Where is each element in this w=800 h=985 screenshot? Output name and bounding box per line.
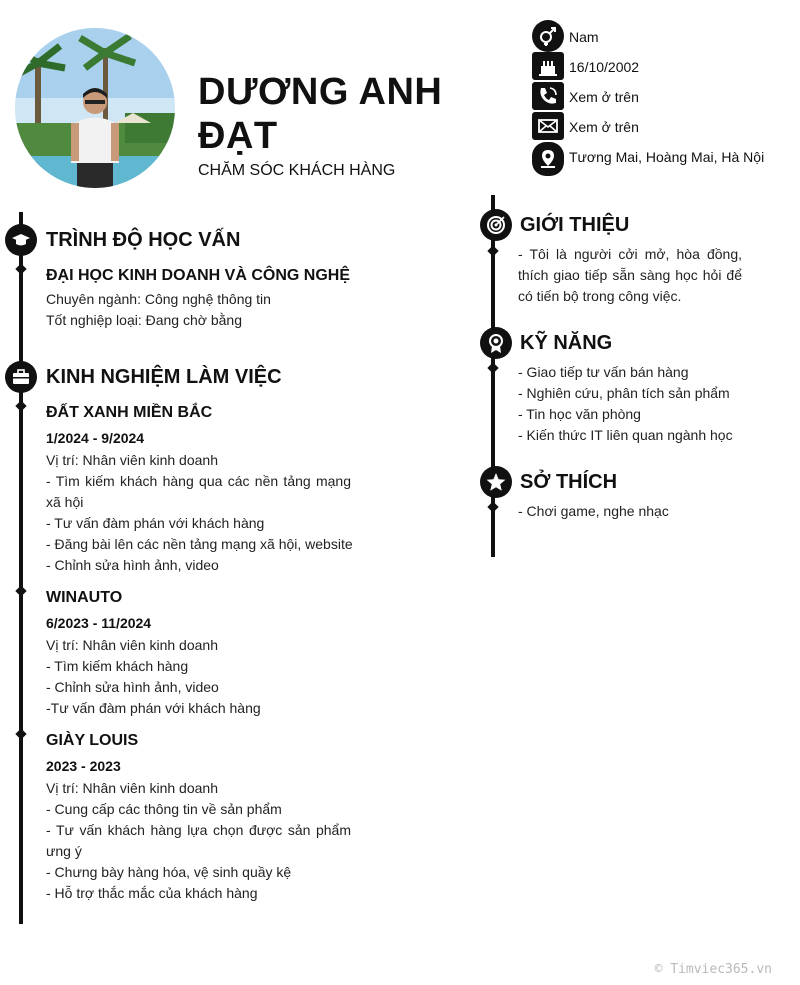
hobbies-text: - Chơi game, nghe nhạc	[518, 503, 669, 519]
job-period: 1/2024 - 9/2024	[46, 430, 145, 446]
email-text: Xem ở trên	[569, 119, 639, 135]
intro-text: - Tôi là người cởi mở, hòa đồng, thích giao tiếp sẵn sàng học hỏi để có tiến bộ trong công việc.	[518, 246, 742, 304]
skill-item: - Nghiên cứu, phân tích sản phẩm	[518, 385, 730, 401]
candidate-name: DƯƠNG ANH ĐẠT	[198, 71, 443, 157]
job-period: 6/2023 - 11/2024	[46, 615, 152, 631]
job-detail: - Tư vấn khách hàng lựa chọn được sản phẩm ưng ý	[46, 822, 351, 859]
briefcase-icon	[5, 361, 37, 393]
company-name: ĐẤT XANH MIỀN BẮC	[46, 404, 213, 421]
major-text: Chuyên ngành: Công nghệ thông tin	[46, 291, 271, 307]
timeline-marker	[487, 245, 498, 256]
timeline-marker	[15, 263, 26, 274]
intro-heading: GIỚI THIỆU	[520, 214, 630, 236]
graduation-text: Tốt nghiệp loại: Đang chờ bằng	[46, 312, 242, 328]
award-icon	[480, 327, 512, 359]
birthday-cake-icon	[532, 52, 564, 80]
target-icon	[480, 209, 512, 241]
envelope-icon	[532, 112, 564, 140]
timeline-marker	[487, 362, 498, 373]
hobbies-heading: SỞ THÍCH	[520, 471, 618, 493]
footer-watermark: © Timviec365.vn	[654, 962, 772, 977]
job-detail: - Hỗ trợ thắc mắc của khách hàng	[46, 885, 258, 901]
job-detail: - Tư vấn đàm phán với khách hàng	[46, 515, 265, 531]
school-name: ĐẠI HỌC KINH DOANH VÀ CÔNG NGHỆ	[46, 267, 351, 284]
job-detail: - Chưng bày hàng hóa, vệ sinh quầy kệ	[46, 864, 292, 880]
gender-icon	[532, 20, 564, 52]
skill-item: - Giao tiếp tư vấn bán hàng	[518, 364, 689, 380]
job-detail: - Cung cấp các thông tin về sản phẩm	[46, 801, 282, 817]
skill-item: - Kiến thức IT liên quan ngành học	[518, 427, 733, 443]
job-detail: Vị trí: Nhân viên kinh doanh	[46, 637, 218, 653]
job-detail: Vị trí: Nhân viên kinh doanh	[46, 780, 218, 796]
left-timeline-line	[19, 212, 23, 924]
education-heading: TRÌNH ĐỘ HỌC VẤN	[46, 229, 241, 251]
company-name: GIÀY LOUIS	[46, 732, 139, 749]
birthday-text: 16/10/2002	[569, 59, 640, 75]
star-icon	[480, 466, 512, 498]
job-detail: - Chỉnh sửa hình ảnh, video	[46, 679, 219, 695]
phone-icon	[532, 82, 564, 110]
graduation-cap-icon	[5, 224, 37, 256]
job-detail: Vị trí: Nhân viên kinh doanh	[46, 452, 218, 468]
timeline-marker	[15, 400, 26, 411]
job-detail: - Tìm kiếm khách hàng	[46, 658, 189, 674]
job-detail: - Tìm kiếm khách hàng qua các nền tảng mạng xã hội	[46, 473, 351, 510]
job-detail: -Tư vấn đàm phán với khách hàng	[46, 700, 261, 716]
address-text: Tương Mai, Hoàng Mai, Hà Nội	[569, 149, 765, 165]
skill-item: - Tin học văn phòng	[518, 406, 641, 422]
gender-text: Nam	[569, 29, 599, 45]
experience-heading: KINH NGHIỆM LÀM VIỆC	[46, 366, 282, 388]
skills-heading: KỸ NĂNG	[520, 332, 613, 354]
job-detail: - Chỉnh sửa hình ảnh, video	[46, 557, 219, 573]
timeline-marker	[15, 728, 26, 739]
location-pin-icon	[532, 142, 564, 176]
job-title: CHĂM SÓC KHÁCH HÀNG	[198, 162, 396, 179]
job-detail: - Đăng bài lên các nền tảng mạng xã hội, website	[46, 536, 353, 552]
phone-text: Xem ở trên	[569, 89, 639, 105]
company-name: WINAUTO	[46, 589, 123, 606]
profile-photo	[15, 28, 175, 188]
timeline-marker	[487, 501, 498, 512]
timeline-marker	[15, 585, 26, 596]
job-period: 2023 - 2023	[46, 758, 121, 774]
